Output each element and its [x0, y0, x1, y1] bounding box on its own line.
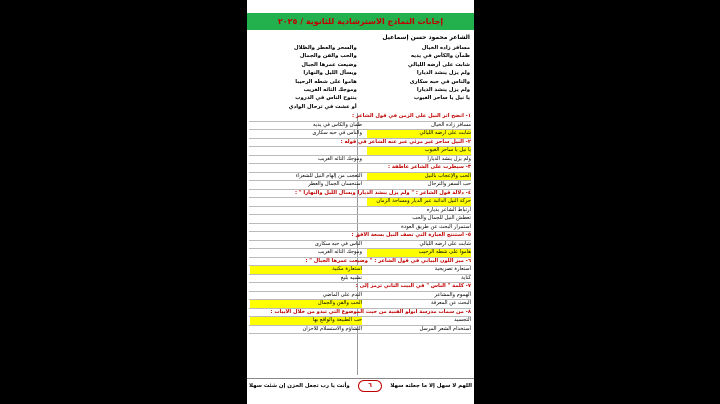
answer-option-right: الهموم والمشاعر [434, 291, 471, 298]
answer-row [249, 156, 471, 165]
poem-verses [248, 44, 470, 112]
answer-row [249, 207, 471, 216]
answer-option-left: استحسان الجمال والعطر [308, 181, 362, 187]
answer-row [249, 173, 471, 182]
page-title: إجابات النماذج الاسترشادية للثانوية / ٢٠٢٥ [247, 13, 474, 30]
answer-option-left: تشبيه بليغ [340, 274, 362, 281]
answer-option-left: التعجب من إلهام النيل للشعراء [295, 172, 362, 179]
answer-option-left: والناس في حبه سكارى [312, 130, 362, 136]
answer-row [249, 130, 471, 139]
verse-second-hemistich: ويسأل الليل والنهارا [303, 70, 357, 77]
verse-first-hemistich: شابت على أرضه الليالي [407, 61, 470, 68]
question-row [249, 232, 471, 241]
verse-second-hemistich: أو عشت في ترحال الوادي [288, 103, 357, 110]
answer-option-left: حب الطبيعة والواقع بها [250, 317, 362, 325]
verse-line [248, 52, 470, 60]
question-text: ٧- كلمة " الناس " في البيت الثاني ترمز إلى : [355, 283, 471, 289]
verse-line [248, 44, 470, 52]
answer-option-right: مسافر زاده الخيال [431, 121, 471, 128]
answer-option-left: الندم على الماضي [322, 291, 362, 298]
verse-second-hemistich: والسحر والعطر والظلال [294, 45, 357, 51]
verse-line [248, 69, 470, 77]
answer-option-right: استعارة تصريحية [434, 266, 471, 272]
answer-row [249, 147, 471, 156]
answer-row [249, 249, 471, 258]
worksheet-page [247, 0, 474, 404]
verse-second-hemistich: وضيعت عمرها الجبال [301, 61, 357, 68]
answer-row [249, 224, 471, 233]
question-row [249, 190, 471, 199]
question-row [249, 139, 471, 148]
answer-option-right: حركة النيل الدائبة عبر الديار ومساحة الزمان [367, 198, 471, 206]
answer-row [249, 266, 471, 275]
verse-line [248, 86, 470, 94]
verse-first-hemistich: ولم يزل ينشد الديارا [416, 70, 470, 77]
footer-left-text: وأنت يا رب تجعل الحزن إن شئت سهلا [249, 383, 350, 389]
verse-line [248, 61, 470, 69]
answer-row [249, 241, 471, 250]
page-footer [247, 378, 474, 393]
verse-first-hemistich [361, 103, 470, 111]
question-row [249, 258, 471, 267]
poet-name: الشاعر محمود حسن إسماعيل [382, 34, 470, 41]
question-text: ٥- استنتج العبارة التي تصف النيل بسعة الأفق : [351, 232, 471, 238]
answer-option-right: تعطش النيل للجمال والحب [412, 215, 471, 221]
verse-second-hemistich: ينتوح الناس في الدروب [295, 95, 357, 102]
answer-option-right: ولم يزل ينشد الديارا [427, 155, 471, 162]
verse-second-hemistich: وموجك التائه الغريب [303, 86, 357, 93]
verse-second-hemistich: والحب والفن والجمال [299, 53, 357, 60]
footer-right-text: اللهم لا سهل إلا ما جعلته سهلا [390, 383, 472, 389]
answer-row [249, 317, 471, 326]
answer-option-left: الناس في حبه سكارى [314, 240, 362, 247]
questions-list [249, 113, 471, 375]
answer-option-right: الحب والإعجاب بالنيل [367, 173, 471, 181]
answer-row [249, 326, 471, 335]
verse-line [248, 78, 470, 86]
question-row [249, 113, 471, 122]
answer-option-right: شابت على أرضه الليالي [419, 240, 471, 247]
question-row [249, 283, 471, 292]
answer-row [249, 181, 471, 190]
answer-option-right: كناية [461, 274, 471, 281]
question-row [249, 164, 471, 173]
answer-option-right: التجسيد [454, 317, 471, 323]
answer-option-left: وموجك التائه الغريب [317, 249, 362, 255]
verse-second-hemistich: هاموا على شطه الرحيبا [295, 78, 357, 85]
question-text: ١- اتضح أثر النيل على الزمن في قول الشاعر : [351, 113, 471, 119]
verse-first-hemistich: ظمآن والكأس في يديه [410, 53, 470, 60]
answer-option-left: الحب والفن والجمال [250, 300, 362, 308]
answer-option-right: يا نيل يا ساحر الغيوب [367, 147, 471, 155]
verse-first-hemistich: مسافر زاده الخيال [421, 45, 470, 51]
answer-row [249, 292, 471, 301]
answer-row [249, 300, 471, 309]
verse-first-hemistich: والناس في حبه سكارى [409, 78, 470, 85]
question-text: ٣- سيطرت على الشاعر عاطفة : [387, 164, 471, 170]
answer-option-right: شابت على أرضه الليالي [367, 130, 471, 138]
answer-row [249, 215, 471, 224]
question-text: ٤- دلالة قول الشاعر : " ولم يزل ينشد الديارا ويسأل الليل والنهارا " : [295, 189, 471, 196]
question-text: ٦- ميز اللون البياني في قول الشاعر : " وضيعت عمرها الجبال " : [305, 257, 471, 264]
answer-option-left: وموجك التائه الغريب [317, 155, 362, 162]
verse-first-hemistich: ولم يزل ينشد الديارا [416, 86, 470, 93]
answer-option-right: استخدام الشعر المرسل [419, 325, 471, 332]
answer-row [249, 122, 471, 131]
answer-option-right: حب السفر والترحال [427, 181, 471, 187]
answer-option-left: استعارة مكنية [250, 266, 362, 274]
answer-option-right: استمرار البحث عن طريق العودة [401, 223, 471, 230]
answer-option-right: البحث عن المعرفة [430, 300, 471, 306]
question-text: ٨- من سمات مدرسة أبولو الفنية من حيث الموضوع التي تبدو من خلال الأبيات : [270, 308, 471, 315]
answer-row [249, 275, 471, 284]
answer-option-left: التشاؤم والاستسلام للأحزان [302, 325, 362, 332]
answer-option-right: هاموا على شطه الرحيب [367, 249, 471, 257]
answer-row [249, 198, 471, 207]
page-number: ٦ [358, 380, 382, 392]
verse-line [248, 94, 470, 102]
question-text: ٢- النيل ساحر غير مرئي عبر عنه الشاعر في قوله : [340, 138, 471, 145]
verse-first-hemistich: يا نيل يا ساحر الغيوب [413, 95, 470, 102]
answer-option-left: ظمآن والكأس في يديه [313, 121, 362, 128]
verse-line [248, 103, 470, 111]
answer-option-right: ارتباط الشاعر بدياره [426, 206, 471, 213]
question-row [249, 309, 471, 318]
